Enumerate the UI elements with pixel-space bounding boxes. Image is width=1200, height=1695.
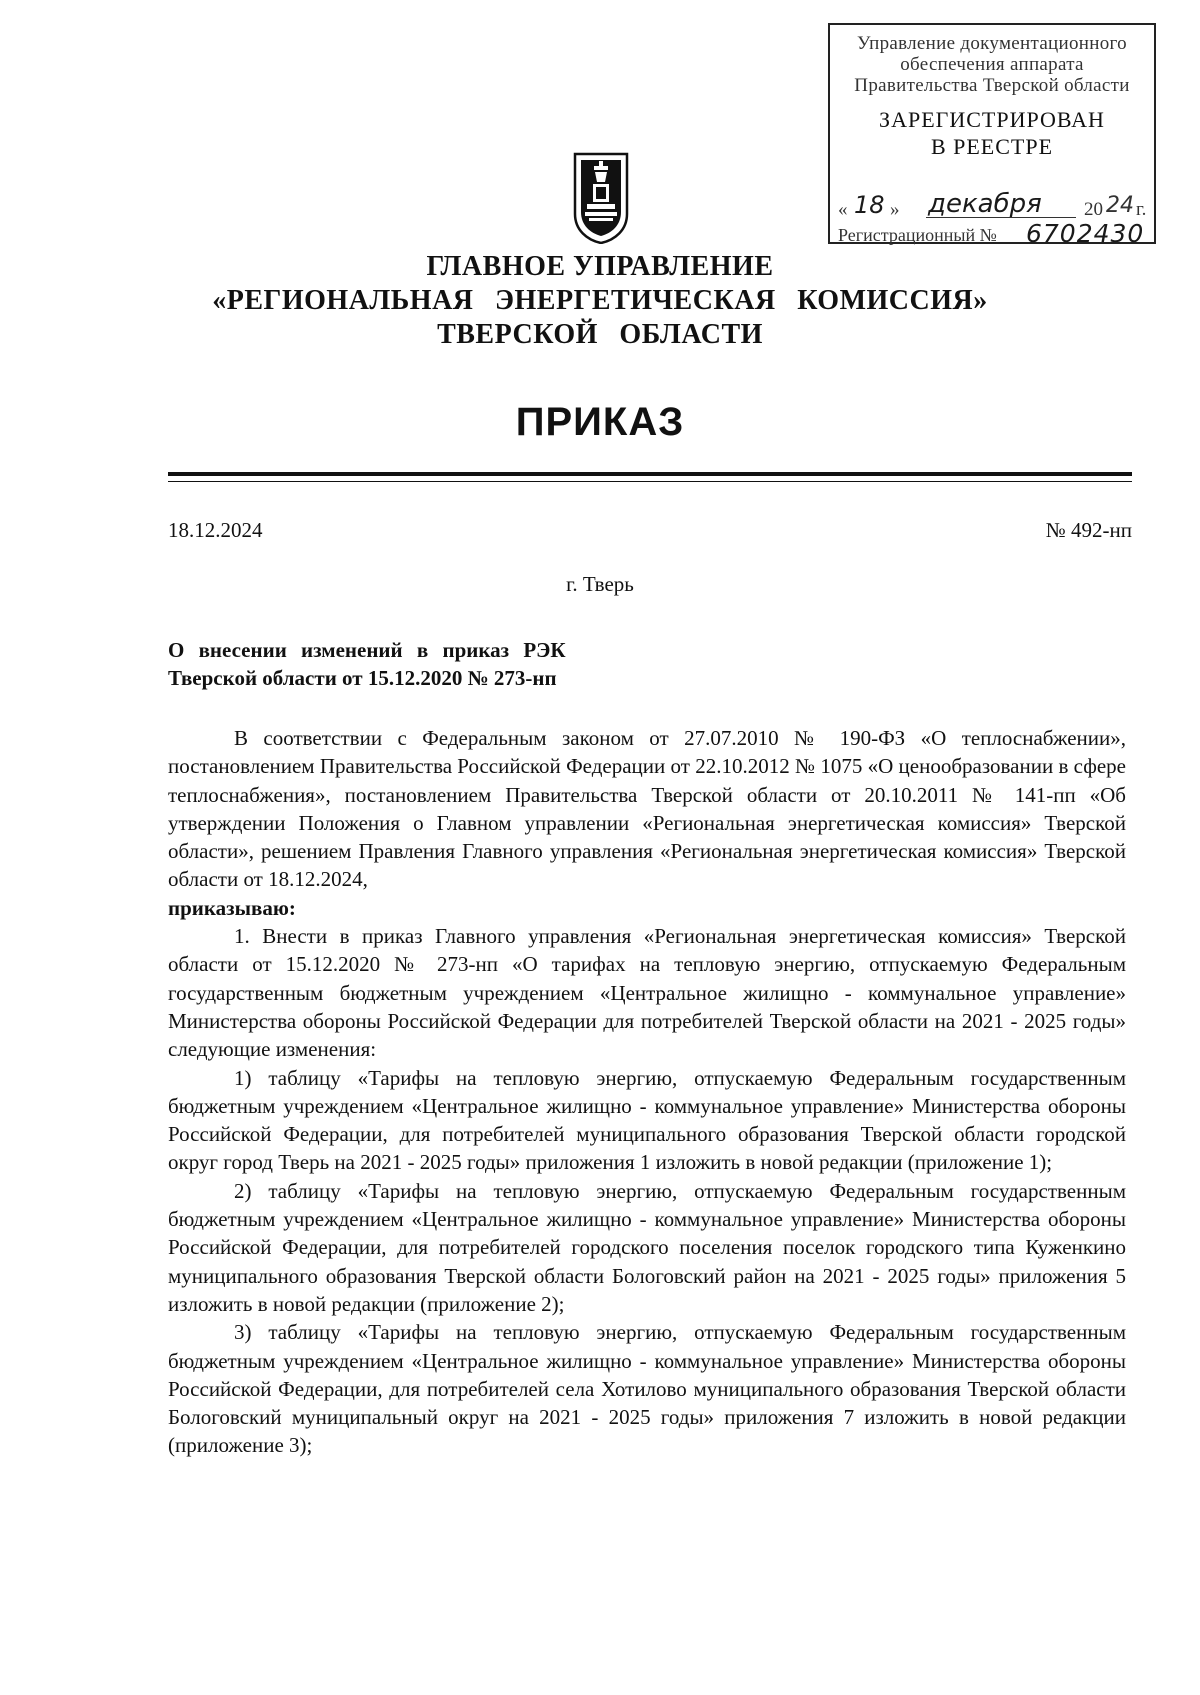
subitem-2-paragraph: 2) таблицу «Тарифы на тепловую энергию, отпускаемую Федеральным государственным бюджетным учреждением «Центральное жилищно - коммунальное управление» Министерства обороны Российской Федерации, для потребителей городского поселения поселок городского типа Куженкино муниципального образования Тверской области Бологовский район на 2021 - 2025 годы» приложения 5 изложить в новой редакции (приложение 2);: [168, 1178, 1126, 1316]
stamp-month: декабря: [928, 189, 1042, 219]
document-title-line: Тверской области от 15.12.2020 № 273-нп: [168, 666, 557, 690]
header-rule-thick: [168, 472, 1132, 476]
stamp-registered-line: ЗАРЕГИСТРИРОВАН: [879, 107, 1105, 132]
order-word: приказываю:: [168, 895, 296, 920]
stamp-org-line: обеспечения аппарата: [900, 54, 1084, 75]
stamp-quote-open: «: [838, 199, 848, 220]
agency-name-line-1: ГЛАВНОЕ УПРАВЛЕНИЕ: [426, 251, 774, 282]
stamp-org: [830, 33, 1154, 96]
stamp-regnum-label: Регистрационный №: [838, 225, 997, 245]
agency-name-line-3: ТВЕРСКОЙ ОБЛАСТИ: [437, 319, 763, 350]
header-rule-thin: [168, 481, 1132, 482]
document-type: ПРИКАЗ: [515, 400, 685, 444]
agency-name-line-2: «РЕГИОНАЛЬНАЯ ЭНЕРГЕТИЧЕСКАЯ КОМИССИЯ»: [212, 285, 988, 316]
stamp-registered-line: В РЕЕСТРЕ: [930, 134, 1054, 159]
stamp-year-prefix: 20: [1084, 199, 1103, 220]
stamp-year-suffix: г.: [1136, 199, 1147, 220]
registration-stamp: [828, 23, 1156, 248]
stamp-regnum: [838, 219, 1150, 249]
stamp-org-line: Управление документационного: [857, 33, 1127, 54]
coat-of-arms-icon: [573, 152, 629, 244]
document-title-line: О внесении изменений в приказ РЭК: [168, 638, 566, 662]
document-city: г. Тверь: [566, 572, 634, 596]
stamp-org-line: Правительства Тверской области: [854, 75, 1130, 96]
item-1-paragraph: 1. Внести в приказ Главного управления «Региональная энергетическая комиссия» Тверской области от 15.12.2020 № 273-нп «О тарифах на тепловую энергию, отпускаемую Федеральным государственным бюджетным учреждением «Центральное жилищно - коммунальное управление» Министерства обороны Российской Федерации для потребителей Тверской области на 2021 - 2025 годы» следующие изменения:: [168, 924, 1126, 1062]
subitem-1-paragraph: 1) таблицу «Тарифы на тепловую энергию, отпускаемую Федеральным государственным бюджетным учреждением «Центральное жилищно - коммунальное управление» Министерства обороны Российской Федерации, для потребителей муниципального образования Тверской области городской округ город Тверь на 2021 - 2025 годы» приложения 1 изложить в новой редакции (приложение 1);: [168, 1065, 1126, 1175]
stamp-year: 24: [1106, 193, 1134, 218]
document-body: [168, 724, 1126, 1460]
document-date: 18.12.2024: [168, 518, 263, 542]
stamp-registered: [830, 106, 1154, 160]
stamp-day: 18: [854, 191, 885, 219]
document-number: № 492-нп: [1045, 518, 1132, 542]
stamp-month-underline: [926, 217, 1076, 218]
subitem-3-paragraph: 3) таблицу «Тарифы на тепловую энергию, отпускаемую Федеральным государственным бюджетным учреждением «Центральное жилищно - коммунальное управление» Министерства обороны Российской Федерации, для потребителей села Хотилово муниципального образования Тверской области Бологовский муниципальный округ на 2021 - 2025 годы» приложения 7 изложить в новой редакции (приложение 3);: [168, 1320, 1126, 1458]
preamble-paragraph: В соответствии с Федеральным законом от 27.07.2010 № 190-ФЗ «О теплоснабжении», постановлением Правительства Российской Федерации от 22.10.2012 № 1075 «О ценообразовании в сфере теплоснабжения», постановлением Правительства Тверской области от 20.10.2011 № 141-пп «Об утверждении Положения о Главном управлении «Региональная энергетическая комиссия» Тверской области», решением Правления Главного управления «Региональная энергетическая комиссия» Тверской области от 18.12.2024,: [168, 726, 1126, 892]
document-title: [168, 636, 566, 692]
stamp-quote-close: »: [890, 199, 900, 220]
stamp-regnum-value: 6702430: [1026, 219, 1145, 248]
